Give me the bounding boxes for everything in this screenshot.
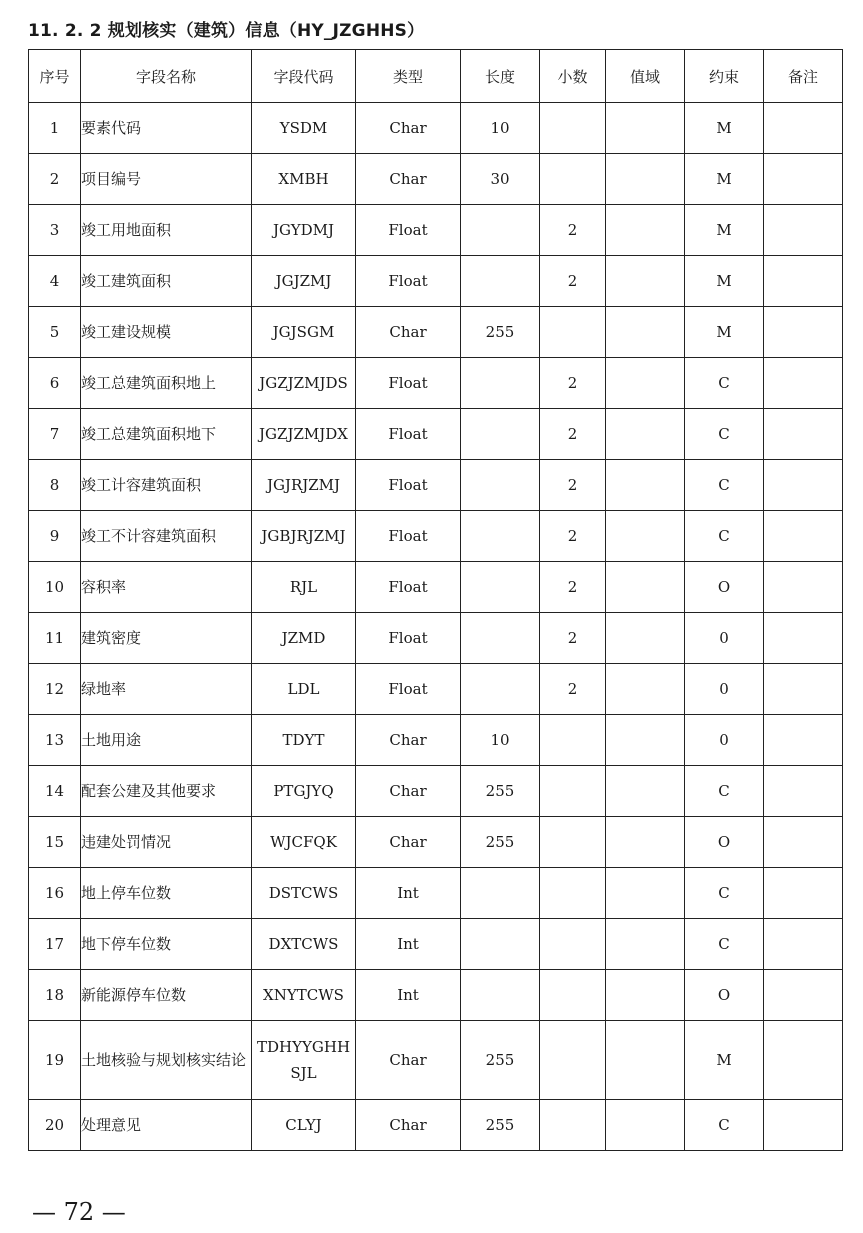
cell-type: Char — [356, 1021, 461, 1100]
cell-remark — [764, 766, 843, 817]
cell-domain — [606, 154, 685, 205]
cell-no: 17 — [29, 919, 81, 970]
cell-field-code: CLYJ — [252, 1100, 356, 1151]
cell-decimal — [540, 817, 606, 868]
cell-domain — [606, 358, 685, 409]
cell-domain — [606, 460, 685, 511]
cell-constraint: M — [685, 154, 764, 205]
cell-length: 10 — [461, 103, 540, 154]
table-row — [29, 256, 843, 307]
cell-type: Float — [356, 358, 461, 409]
table-header-row — [29, 50, 843, 103]
cell-decimal: 2 — [540, 664, 606, 715]
cell-field-name: 土地核验与规划核实结论 — [81, 1021, 252, 1100]
cell-field-code: JGJSGM — [252, 307, 356, 358]
cell-no: 14 — [29, 766, 81, 817]
cell-no: 6 — [29, 358, 81, 409]
cell-type: Char — [356, 817, 461, 868]
cell-constraint: M — [685, 103, 764, 154]
cell-constraint: C — [685, 1100, 764, 1151]
cell-field-name: 配套公建及其他要求 — [81, 766, 252, 817]
cell-field-code: JGZJZMJDS — [252, 358, 356, 409]
cell-length: 255 — [461, 1100, 540, 1151]
cell-no: 12 — [29, 664, 81, 715]
cell-type: Float — [356, 562, 461, 613]
cell-constraint: M — [685, 256, 764, 307]
header-no: 序号 — [29, 50, 81, 103]
header-constraint: 约束 — [685, 50, 764, 103]
cell-domain — [606, 664, 685, 715]
cell-field-name: 竣工建筑面积 — [81, 256, 252, 307]
cell-remark — [764, 307, 843, 358]
cell-decimal: 2 — [540, 205, 606, 256]
table-row — [29, 1021, 843, 1100]
cell-remark — [764, 460, 843, 511]
cell-field-name: 竣工总建筑面积地下 — [81, 409, 252, 460]
cell-remark — [764, 664, 843, 715]
cell-domain — [606, 766, 685, 817]
cell-length: 10 — [461, 715, 540, 766]
cell-constraint: M — [685, 307, 764, 358]
cell-length — [461, 970, 540, 1021]
cell-remark — [764, 919, 843, 970]
table-row — [29, 715, 843, 766]
cell-no: 13 — [29, 715, 81, 766]
cell-field-name: 要素代码 — [81, 103, 252, 154]
cell-field-code: LDL — [252, 664, 356, 715]
cell-domain — [606, 1100, 685, 1151]
cell-length — [461, 562, 540, 613]
cell-decimal: 2 — [540, 409, 606, 460]
section-heading: 11. 2. 2 规划核实（建筑）信息（HY_JZGHHS） — [28, 21, 425, 41]
cell-domain — [606, 256, 685, 307]
cell-constraint: C — [685, 868, 764, 919]
cell-type: Char — [356, 766, 461, 817]
cell-constraint: O — [685, 817, 764, 868]
cell-remark — [764, 409, 843, 460]
cell-type: Int — [356, 868, 461, 919]
cell-length — [461, 511, 540, 562]
cell-domain — [606, 1021, 685, 1100]
cell-no: 15 — [29, 817, 81, 868]
cell-field-name: 竣工计容建筑面积 — [81, 460, 252, 511]
cell-type: Char — [356, 715, 461, 766]
table-row — [29, 613, 843, 664]
cell-length — [461, 409, 540, 460]
cell-field-name: 竣工用地面积 — [81, 205, 252, 256]
cell-domain — [606, 511, 685, 562]
header-field-name: 字段名称 — [81, 50, 252, 103]
cell-domain — [606, 409, 685, 460]
cell-remark — [764, 868, 843, 919]
cell-type: Char — [356, 154, 461, 205]
cell-domain — [606, 817, 685, 868]
cell-decimal: 2 — [540, 358, 606, 409]
cell-no: 2 — [29, 154, 81, 205]
cell-decimal — [540, 154, 606, 205]
cell-domain — [606, 205, 685, 256]
cell-decimal — [540, 715, 606, 766]
cell-type: Float — [356, 460, 461, 511]
table-row — [29, 358, 843, 409]
cell-field-code: JGBJRJZMJ — [252, 511, 356, 562]
table-row — [29, 868, 843, 919]
cell-field-name: 竣工总建筑面积地上 — [81, 358, 252, 409]
cell-remark — [764, 511, 843, 562]
cell-field-code: JGJZMJ — [252, 256, 356, 307]
cell-remark — [764, 1021, 843, 1100]
cell-type: Float — [356, 664, 461, 715]
cell-field-name: 项目编号 — [81, 154, 252, 205]
table-row — [29, 1100, 843, 1151]
cell-no: 4 — [29, 256, 81, 307]
cell-field-code: XMBH — [252, 154, 356, 205]
cell-type: Int — [356, 970, 461, 1021]
cell-remark — [764, 817, 843, 868]
cell-no: 10 — [29, 562, 81, 613]
cell-no: 9 — [29, 511, 81, 562]
table-row — [29, 154, 843, 205]
cell-field-code: PTGJYQ — [252, 766, 356, 817]
cell-no: 20 — [29, 1100, 81, 1151]
cell-field-name: 竣工建设规模 — [81, 307, 252, 358]
cell-length — [461, 919, 540, 970]
cell-domain — [606, 715, 685, 766]
cell-field-code: DSTCWS — [252, 868, 356, 919]
table-row — [29, 970, 843, 1021]
cell-constraint: 0 — [685, 664, 764, 715]
cell-constraint: 0 — [685, 613, 764, 664]
cell-decimal: 2 — [540, 562, 606, 613]
cell-remark — [764, 256, 843, 307]
cell-type: Char — [356, 103, 461, 154]
cell-field-name: 建筑密度 — [81, 613, 252, 664]
cell-type: Float — [356, 613, 461, 664]
cell-field-name: 土地用途 — [81, 715, 252, 766]
cell-remark — [764, 154, 843, 205]
cell-length — [461, 664, 540, 715]
cell-length: 255 — [461, 766, 540, 817]
cell-domain — [606, 868, 685, 919]
cell-remark — [764, 613, 843, 664]
cell-field-name: 地下停车位数 — [81, 919, 252, 970]
cell-field-name: 违建处罚情况 — [81, 817, 252, 868]
cell-constraint: M — [685, 1021, 764, 1100]
cell-constraint: C — [685, 460, 764, 511]
cell-constraint: M — [685, 205, 764, 256]
header-length: 长度 — [461, 50, 540, 103]
cell-no: 1 — [29, 103, 81, 154]
cell-type: Float — [356, 256, 461, 307]
header-domain: 值域 — [606, 50, 685, 103]
cell-decimal: 2 — [540, 613, 606, 664]
table-row — [29, 409, 843, 460]
cell-length: 255 — [461, 817, 540, 868]
cell-decimal — [540, 970, 606, 1021]
cell-field-code: JGZJZMJDX — [252, 409, 356, 460]
cell-field-code: TDYT — [252, 715, 356, 766]
cell-type: Float — [356, 205, 461, 256]
cell-type: Float — [356, 511, 461, 562]
cell-no: 19 — [29, 1021, 81, 1100]
cell-length — [461, 358, 540, 409]
cell-constraint: C — [685, 409, 764, 460]
cell-constraint: C — [685, 511, 764, 562]
cell-domain — [606, 562, 685, 613]
table-row — [29, 562, 843, 613]
cell-field-name: 新能源停车位数 — [81, 970, 252, 1021]
cell-field-name: 竣工不计容建筑面积 — [81, 511, 252, 562]
cell-field-code: WJCFQK — [252, 817, 356, 868]
page-number: — 72 — — [32, 1198, 126, 1226]
cell-decimal: 2 — [540, 511, 606, 562]
table-row — [29, 919, 843, 970]
cell-length: 255 — [461, 307, 540, 358]
cell-domain — [606, 103, 685, 154]
cell-domain — [606, 613, 685, 664]
cell-length — [461, 868, 540, 919]
cell-remark — [764, 358, 843, 409]
cell-no: 5 — [29, 307, 81, 358]
cell-length — [461, 460, 540, 511]
table-row — [29, 766, 843, 817]
table-row — [29, 817, 843, 868]
cell-field-code: XNYTCWS — [252, 970, 356, 1021]
cell-field-code: DXTCWS — [252, 919, 356, 970]
cell-field-code: YSDM — [252, 103, 356, 154]
cell-remark — [764, 1100, 843, 1151]
cell-length — [461, 613, 540, 664]
header-remark: 备注 — [764, 50, 843, 103]
cell-field-name: 绿地率 — [81, 664, 252, 715]
cell-field-code: JZMD — [252, 613, 356, 664]
cell-no: 18 — [29, 970, 81, 1021]
cell-remark — [764, 103, 843, 154]
table-row — [29, 664, 843, 715]
cell-remark — [764, 562, 843, 613]
table-row — [29, 307, 843, 358]
header-type: 类型 — [356, 50, 461, 103]
cell-decimal — [540, 307, 606, 358]
cell-type: Char — [356, 1100, 461, 1151]
table-row — [29, 460, 843, 511]
cell-decimal — [540, 868, 606, 919]
cell-constraint: C — [685, 919, 764, 970]
cell-decimal — [540, 766, 606, 817]
cell-field-code: RJL — [252, 562, 356, 613]
cell-length — [461, 256, 540, 307]
cell-no: 11 — [29, 613, 81, 664]
cell-decimal — [540, 1100, 606, 1151]
cell-decimal: 2 — [540, 256, 606, 307]
cell-constraint: O — [685, 562, 764, 613]
header-field-code: 字段代码 — [252, 50, 356, 103]
table-row — [29, 511, 843, 562]
cell-domain — [606, 307, 685, 358]
cell-remark — [764, 970, 843, 1021]
cell-length — [461, 205, 540, 256]
cell-field-name: 容积率 — [81, 562, 252, 613]
cell-no: 8 — [29, 460, 81, 511]
cell-type: Int — [356, 919, 461, 970]
cell-length: 255 — [461, 1021, 540, 1100]
cell-decimal — [540, 103, 606, 154]
cell-field-name: 处理意见 — [81, 1100, 252, 1151]
cell-no: 3 — [29, 205, 81, 256]
cell-decimal — [540, 919, 606, 970]
cell-domain — [606, 970, 685, 1021]
cell-length: 30 — [461, 154, 540, 205]
cell-remark — [764, 715, 843, 766]
field-spec-table — [28, 49, 843, 1151]
cell-constraint: O — [685, 970, 764, 1021]
cell-field-code: JGJRJZMJ — [252, 460, 356, 511]
table-row — [29, 205, 843, 256]
cell-constraint: C — [685, 358, 764, 409]
cell-field-code: TDHYYGHHSJL — [252, 1021, 356, 1100]
cell-type: Float — [356, 409, 461, 460]
cell-remark — [764, 205, 843, 256]
cell-constraint: 0 — [685, 715, 764, 766]
cell-field-name: 地上停车位数 — [81, 868, 252, 919]
cell-decimal — [540, 1021, 606, 1100]
cell-type: Char — [356, 307, 461, 358]
cell-decimal: 2 — [540, 460, 606, 511]
header-decimal: 小数 — [540, 50, 606, 103]
cell-no: 16 — [29, 868, 81, 919]
cell-field-code: JGYDMJ — [252, 205, 356, 256]
cell-no: 7 — [29, 409, 81, 460]
cell-domain — [606, 919, 685, 970]
table-row — [29, 103, 843, 154]
cell-constraint: C — [685, 766, 764, 817]
